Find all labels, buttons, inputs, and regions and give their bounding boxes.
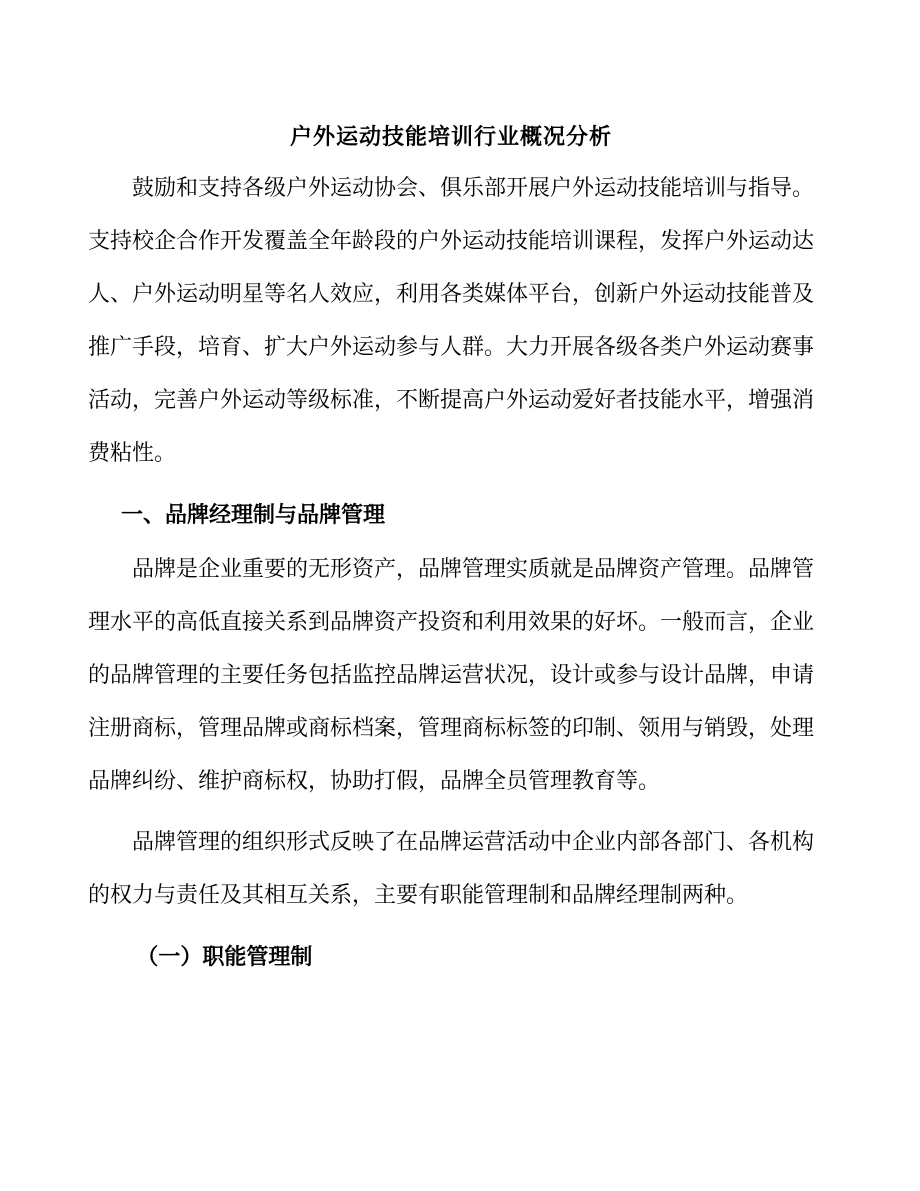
body-paragraph-brand-asset: 品牌是企业重要的无形资产，品牌管理实质就是品牌资产管理。品牌管理水平的高低直接关系到品牌资产投资和利用效果的好坏。一般而言，企业的品牌管理的主要任务包括监控品牌运营状况，设计或参与设计品牌，申请注册商标，管理品牌或商标档案，管理商标标签的印制、领用与销毁，处理品牌纠纷、维护商标权，协助打假，品牌全员管理教育等。 (88, 557, 815, 794)
subsection-heading: （一）职能管理制 (136, 944, 313, 970)
body-paragraph-org-form: 品牌管理的组织形式反映了在品牌运营活动中企业内部各部门、各机构的权力与责任及其相互关系，主要有职能管理制和品牌经理制两种。 (88, 830, 815, 908)
document-page (88, 112, 814, 985)
document-title: 户外运动技能培训行业概况分析 (289, 124, 612, 150)
intro-paragraph: 鼓励和支持各级户外运动协会、俱乐部开展户外运动技能培训与指导。支持校企合作开发覆盖全年龄段的户外运动技能培训课程，发挥户外运动达人、户外运动明星等名人效应，利用各类媒体平台，创新户外运动技能普及推广手段，培育、扩大户外运动参与人群。大力开展各级各类户外运动赛事活动，完善户外运动等级标准，不断提高户外运动爱好者技能水平，增强消费粘性。 (88, 176, 815, 466)
section-heading: 一、品牌经理制与品牌管理 (121, 502, 386, 528)
